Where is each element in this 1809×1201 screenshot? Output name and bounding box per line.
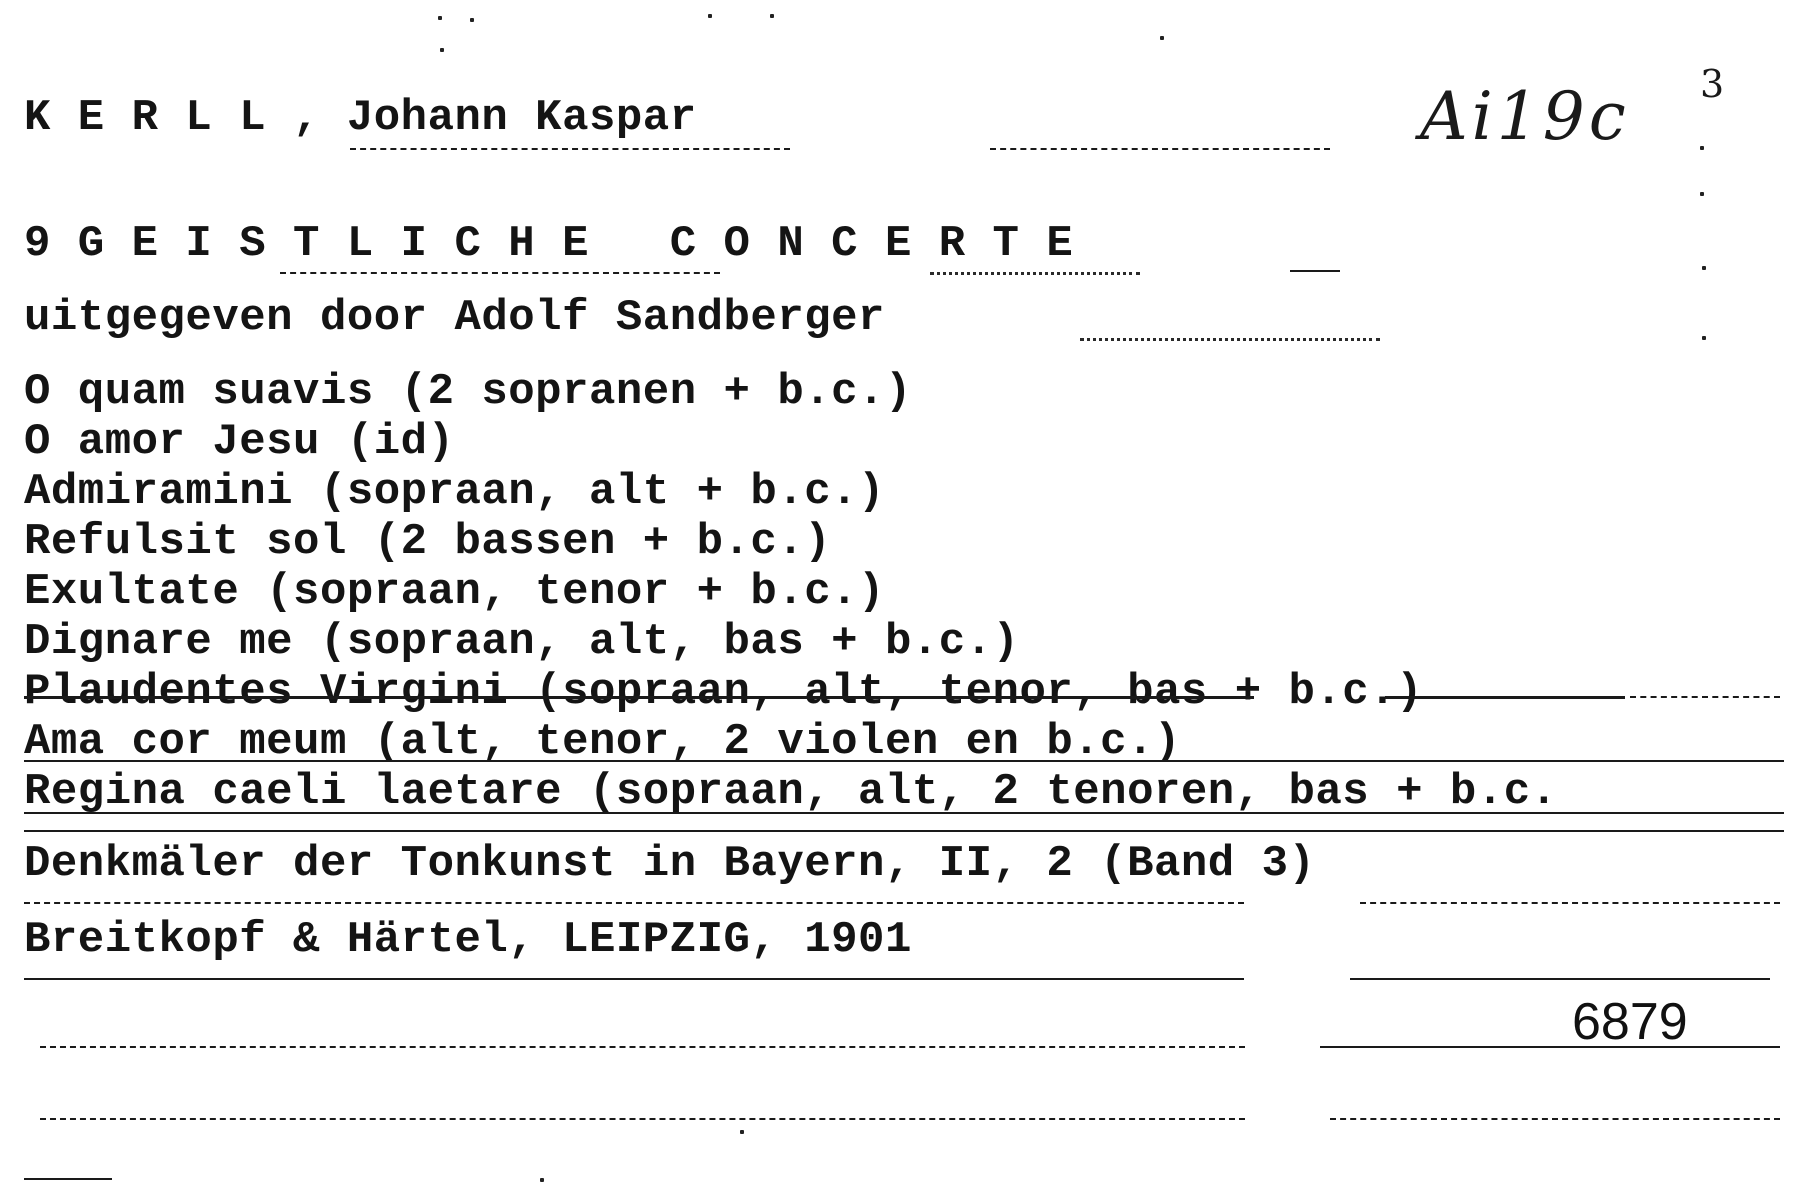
series-rule: [24, 902, 1244, 904]
ink-speck: [740, 1130, 744, 1134]
shelfmark-superscript: 3: [1700, 62, 1725, 106]
ink-speck: [1702, 336, 1706, 340]
contents-item: Plaudentes Virgini (sopraan, alt, tenor, bas + b.c.): [24, 667, 1424, 717]
contents-item: Admiramini (sopraan, alt + b.c.): [24, 467, 885, 517]
publisher-rule-right: [1350, 978, 1770, 980]
blank-rule: [40, 1118, 1245, 1120]
series-rule-right: [1360, 902, 1780, 904]
contents-item: Ama cor meum (alt, tenor, 2 violen en b.c.): [24, 717, 1181, 767]
blank-rule-right: [1320, 1046, 1780, 1048]
ink-speck: [540, 1178, 544, 1182]
accession-number: 6879: [1572, 993, 1688, 1051]
ink-speck: [470, 18, 474, 22]
card-ruled-line: [24, 812, 1784, 814]
card-ruled-line: [24, 760, 1784, 762]
editor-dotted-rule: [1080, 338, 1380, 341]
shelfmark-handwritten: Ai19c: [1420, 78, 1630, 155]
ink-speck: [1702, 266, 1706, 270]
contents-item: Refulsit sol (2 bassen + b.c.): [24, 517, 832, 567]
strikethrough-line: [24, 696, 1254, 699]
ink-speck: [1700, 146, 1704, 150]
contents-item: O amor Jesu (id): [24, 417, 455, 467]
ink-speck: [438, 16, 442, 20]
series-line: Denkmäler der Tonkunst in Bayern, II, 2 (Band 3): [24, 839, 1316, 889]
composer-name: K E R L L , Johann Kaspar: [24, 93, 697, 143]
contents-item: O quam suavis (2 sopranen + b.c.): [24, 367, 912, 417]
work-title: 9 G E I S T L I C H E C O N C E R T E: [24, 219, 1074, 269]
ink-speck: [708, 14, 712, 18]
contents-item: Regina caeli laetare (sopraan, alt, 2 tenoren, bas + b.c.: [24, 767, 1558, 817]
title-underline-end: [1290, 270, 1340, 272]
blank-rule-short: [24, 1178, 112, 1180]
publisher-rule: [24, 978, 1244, 980]
strikethrough-line: [1385, 696, 1625, 699]
ink-speck: [440, 48, 444, 52]
editor-line: uitgegeven door Adolf Sandberger: [24, 293, 885, 343]
contents-item: Dignare me (sopraan, alt, bas + b.c.): [24, 617, 1020, 667]
card-ruled-line: [24, 830, 1784, 832]
ink-speck: [1160, 36, 1164, 40]
blank-rule-right: [1330, 1118, 1780, 1120]
title-dotted-rule: [930, 272, 1140, 275]
composer-rule-right: [990, 148, 1330, 150]
ink-speck: [770, 14, 774, 18]
title-underline: [280, 272, 720, 274]
publisher-line: Breitkopf & Härtel, LEIPZIG, 1901: [24, 915, 912, 965]
strikethrough-tail: [1630, 696, 1780, 698]
composer-underline: [350, 148, 790, 150]
contents-item: Exultate (sopraan, tenor + b.c.): [24, 567, 885, 617]
ink-speck: [1700, 192, 1704, 196]
blank-rule: [40, 1046, 1245, 1048]
